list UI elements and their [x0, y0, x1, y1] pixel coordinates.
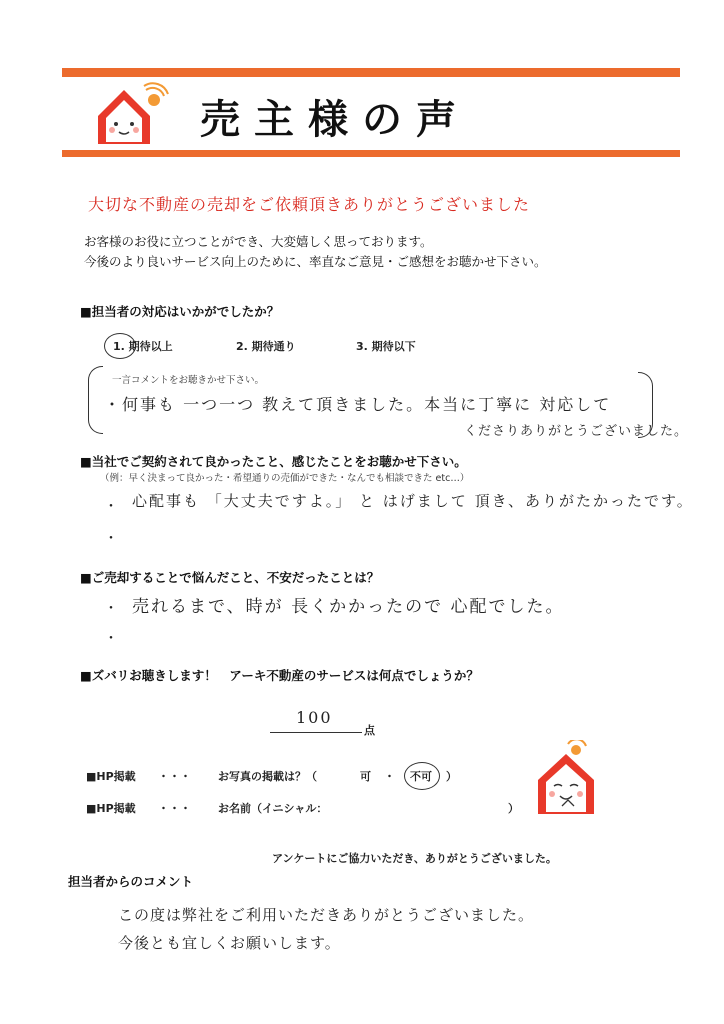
q1-option-2: 2. 期待通り: [236, 340, 296, 353]
q4-score-underline: [270, 732, 362, 733]
intro-line-2: 今後のより良いサービス向上のために、率直なご意見・ご感想をお聴かせ下さい。: [84, 254, 547, 269]
header-bottom-bar: [62, 150, 680, 157]
hp-name-close: ）: [508, 802, 519, 815]
q2-bullet-2: ・: [104, 531, 118, 547]
q2-bullet-1: ・: [104, 499, 118, 515]
q1-option-3: 3. 期待以下: [356, 340, 416, 353]
q1-comment-line-2: くださりありがとうございました。: [464, 424, 689, 439]
q1-question: ■担当者の対応はいかがでしたか？: [80, 304, 280, 319]
q3-question: ■ご売却することで悩んだこと、不安だったことは？: [80, 570, 380, 585]
house-mascot-logo: [92, 82, 176, 150]
q3-bullet-2: ・: [104, 631, 118, 647]
header-top-bar: [62, 68, 680, 77]
subtitle: 大切な不動産の売却をご依頼頂きありがとうございました: [88, 195, 531, 214]
hp-name-dots: ・・・: [158, 802, 191, 815]
q4-score: 100: [296, 708, 333, 727]
hp-name-label: ■HP掲載: [86, 802, 136, 815]
hp-name-question: お名前（イニシャル：: [218, 802, 328, 815]
hp-photo-label: ■HP掲載: [86, 770, 136, 783]
hp-photo-option-no: 不可: [410, 770, 432, 783]
mascot-illustration: [532, 740, 612, 820]
staff-comment-heading: 担当者からのコメント: [68, 874, 194, 889]
hp-photo-sep: ・: [384, 770, 395, 783]
q1-option-1: 1. 期待以上: [113, 340, 173, 353]
q3-answer: 売れるまで、時が 長くかかったので 心配でした。: [132, 597, 565, 617]
q3-bullet-1: ・: [104, 601, 118, 617]
staff-comment-line-1: この度は弊社をご利用いただきありがとうございました。: [118, 906, 535, 924]
q1-comment-prompt: 一言コメントをお聴きかせ下さい。: [112, 375, 265, 386]
q2-question: ■当社でご契約されて良かったこと、感じたことをお聴かせ下さい。: [80, 454, 467, 469]
thanks-message: アンケートにご協力いただき、ありがとうございました。: [272, 852, 557, 865]
q2-example: （例：早く決まって良かった・希望通りの売価ができた・なんでも相談できた etc…）: [100, 473, 470, 484]
staff-comment-line-2: 今後とも宜しくお願いします。: [118, 934, 341, 952]
intro-line-1: お客様のお役に立つことができ、大変嬉しく思っております。: [84, 234, 433, 249]
q4-score-unit: 点: [364, 724, 375, 737]
comment-bracket-left: [88, 366, 103, 434]
q1-comment-line-1: ・何事も 一つ一つ 教えて頂きました。本当に丁寧に 対応して: [104, 395, 612, 414]
hp-photo-option-yes: 可: [360, 770, 371, 783]
q4-question: ■ズバリお聴きします！ アーキ不動産のサービスは何点でしょうか？: [80, 668, 479, 683]
q2-answer: 心配事も 「大丈夫ですよ。」 と はげまして 頂き、ありがたかったです。: [132, 492, 694, 510]
hp-photo-question: お写真の掲載は？（: [218, 770, 317, 783]
hp-photo-dots: ・・・: [158, 770, 191, 783]
hp-photo-close: ）: [446, 770, 457, 783]
page-title: 売主様の声: [200, 96, 470, 143]
